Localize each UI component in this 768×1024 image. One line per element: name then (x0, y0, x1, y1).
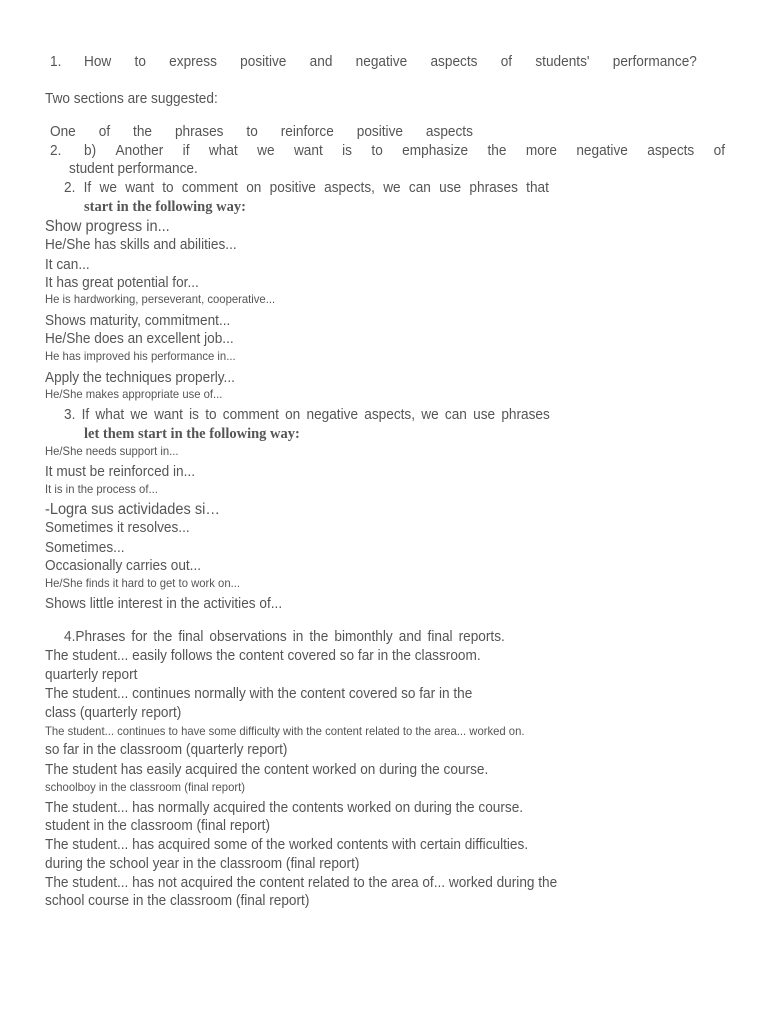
list-item: He is hardworking, perseverant, cooperative... (45, 292, 276, 306)
word: the (153, 629, 173, 645)
report-line: The student... has not acquired the content related to the area of... worked during the (45, 875, 558, 891)
list-item: -Logra sus actividades si… (45, 501, 220, 518)
word: emphasize (402, 143, 469, 159)
list-item: He/She does an excellent job... (45, 331, 234, 347)
word: reinforce (280, 124, 334, 140)
section-a (50, 125, 473, 140)
word: of (500, 54, 513, 70)
list-item: It has great potential for... (45, 275, 199, 291)
word: performance? (612, 54, 697, 70)
word: to (246, 124, 258, 140)
word: use (473, 407, 496, 423)
sections-intro: Two sections are suggested: (45, 91, 218, 107)
word: to (162, 180, 174, 196)
word: of (713, 143, 726, 159)
word: is (189, 407, 199, 423)
word: use (439, 180, 462, 196)
section-b-continuation: student performance. (69, 161, 198, 177)
list-item: He/She makes appropriate use of... (45, 387, 223, 401)
word: and (309, 54, 333, 70)
word: reports. (458, 629, 505, 645)
word: observations (209, 629, 287, 645)
word: on (246, 180, 262, 196)
point-4-heading (64, 630, 505, 645)
point-3-line-1 (64, 408, 550, 423)
list-item: Shows maturity, commitment... (45, 313, 231, 329)
point-3-line-2: let them start in the following way: (84, 426, 300, 442)
word: for (131, 629, 148, 645)
list-item: It can... (45, 257, 90, 273)
word: of (98, 124, 111, 140)
list-item: Apply the techniques properly... (45, 370, 235, 386)
word: the (487, 143, 507, 159)
word: 2. (64, 180, 76, 196)
word: we (257, 143, 275, 159)
list-item: Occasionally carries out... (45, 558, 202, 574)
section-b (84, 144, 725, 159)
word: aspects, (364, 407, 416, 423)
word: what (95, 407, 125, 423)
report-line: The student... has acquired some of the worked contents with certain difficulties. (45, 837, 529, 853)
report-line: class (quarterly report) (45, 705, 182, 721)
word: in (292, 629, 304, 645)
word: on (285, 407, 301, 423)
report-line: student in the classroom (final report) (45, 818, 270, 834)
word: the (133, 124, 153, 140)
word: positive (269, 180, 316, 196)
word: aspects (430, 54, 478, 70)
list-item: It must be reinforced in... (45, 464, 196, 480)
word: Another (115, 143, 164, 159)
word: bimonthly (334, 629, 393, 645)
word: negative (306, 407, 359, 423)
list-item: He/She needs support in... (45, 444, 179, 458)
word: can (408, 180, 431, 196)
word: If (83, 180, 92, 196)
list-item: Sometimes... (45, 540, 125, 556)
report-line: school course in the classroom (final report) (45, 893, 310, 909)
report-line: so far in the classroom (quarterly report) (45, 742, 288, 758)
list-item: He/She finds it hard to get to work on... (45, 576, 241, 590)
report-line: The student... easily follows the content covered so far in the classroom. (45, 648, 481, 664)
word: we (130, 407, 148, 423)
list-item: He has improved his performance in... (45, 349, 236, 363)
word: to (205, 407, 217, 423)
word: aspects (647, 143, 695, 159)
report-line: quarterly report (45, 667, 138, 683)
word: if (182, 143, 190, 159)
word: want (125, 180, 154, 196)
word: to (371, 143, 383, 159)
word: the (309, 629, 329, 645)
point-2-line-2: start in the following way: (84, 199, 246, 215)
word: 4.Phrases (64, 629, 126, 645)
word: phrases (174, 124, 224, 140)
list-item: It is in the process of... (45, 482, 158, 496)
word: to (134, 54, 146, 70)
word: and (398, 629, 422, 645)
report-line: The student... continues normally with the content covered so far in the (45, 686, 473, 702)
list-item: Show progress in... (45, 218, 170, 235)
word: is (342, 143, 353, 159)
list-item: He/She has skills and abilities... (45, 237, 237, 253)
word: phrases (501, 407, 550, 423)
word: final (178, 629, 204, 645)
report-line: The student has easily acquired the content worked on during the course. (45, 762, 489, 778)
report-line: during the school year in the classroom (final report) (45, 856, 360, 872)
word: positive (356, 124, 403, 140)
word: 3. (64, 407, 76, 423)
report-line: The student... continues to have some difficulty with the content related to the area... worked on. (45, 724, 525, 738)
word: want (154, 407, 183, 423)
word: final (427, 629, 453, 645)
report-line: schoolboy in the classroom (final report) (45, 780, 245, 794)
word: we (383, 180, 401, 196)
word: we (99, 180, 117, 196)
word: phrases (469, 180, 518, 196)
word: positive (240, 54, 287, 70)
word: comment (181, 180, 238, 196)
word: How (84, 54, 112, 70)
word: can (444, 407, 467, 423)
report-line: The student... has normally acquired the contents worked on during the course. (45, 800, 524, 816)
word: negative (576, 143, 628, 159)
list-item: Shows little interest in the activities of... (45, 596, 283, 612)
word: what (208, 143, 238, 159)
list-item: Sometimes it resolves... (45, 520, 190, 536)
word: more (525, 143, 557, 159)
word: express (169, 54, 217, 70)
word: aspects (425, 124, 473, 140)
word: negative (355, 54, 408, 70)
word: comment (222, 407, 279, 423)
question-1-number: 1. (50, 54, 62, 70)
word: b) (84, 143, 97, 159)
section-b-number: 2. (50, 143, 62, 159)
question-1 (84, 55, 697, 70)
word: want (293, 143, 323, 159)
word: aspects, (324, 180, 375, 196)
word: students' (535, 54, 590, 70)
word: One (50, 124, 76, 140)
word: that (526, 180, 549, 196)
point-2-line-1 (64, 181, 549, 196)
word: we (421, 407, 439, 423)
word: If (81, 407, 90, 423)
